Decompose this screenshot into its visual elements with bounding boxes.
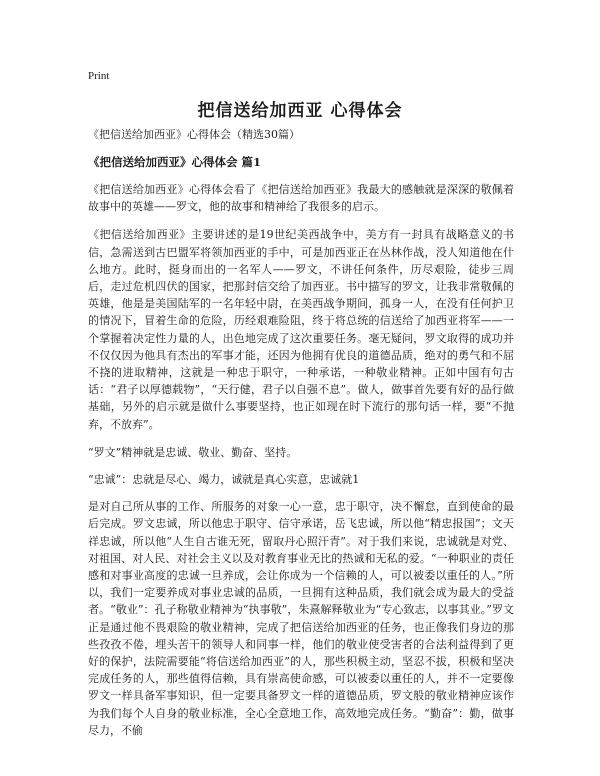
paragraph-story: 《把信送给加西亚》主要讲述的是19世纪美西战争中，美方有一封具有战略意义的书信，急需送到古巴盟军将领加西亚的手中，可是加西亚正在丛林作战，没人知道他在什么地方。此时，挺身而出的一名军人——罗文，不讲任何条件，历尽艰险，徒步三周后，走过危机四伏的国家，把那封信交给了加西亚。书中描写的罗文，让我非常敬佩的英雄，他是是美国陆军的一名年轻中尉，在美西战争期间，孤身一人，在没有任何护卫的情况下，冒着生命的危险，历经艰难险阻，终于将总统的信送给了加西亚将军——一个掌握着决定性力量的人，出色地完成了这次重要任务。毫无疑问，罗文取得的成功并不仅仅因为他具有杰出的军事才能，还因为他拥有优良的道德品质，绝对的勇气和不屈不挠的进取精神，这就是一种忠于职守，一种承诺，一种敬业精神。正如中国有句古话：“君子以厚德载物”，“天行健，君子以自强不息”。做人，做事首先要有好的品行做基础，另外的启示就是做什么事要坚持，也正如现在时下流行的那句话一样，要“不抛弃，不放弃”。 bbox=[88, 228, 514, 431]
section-heading: 《把信送给加西亚》心得体会 篇1 bbox=[88, 155, 262, 169]
paragraph-loyalty: “忠诚”：忠就是尽心、竭力，诚就是真心实意，忠诚就1 bbox=[88, 473, 360, 487]
paragraph-loyalty-detail: 是对自己所从事的工作、所服务的对象一心一意，忠于职守，决不懈怠，直到使命的最后完成。罗文忠诚，所以他忠于职守、信守承诺，岳飞忠诚，所以他“精忠报国”；文天祥忠诚，所以他“人生自古谁无死，留取丹心照汗青”。对于我们来说，忠诚就是对党、对祖国、对人民、对社会主义以及对教育事业无比的热诚和无私的爱。“一种职业的责任感和对事业高度的忠诚一旦养成，会让你成为一个信赖的人，可以被委以重任的人。”所以，我们一定要养成对事业忠诚的品质，一旦拥有这种品质，我们就会成为最大的受益者。“敬业”：孔子称敬业精神为“执事敬”，朱熹解释敬业为“专心致志，以事其业。”罗文正是通过他不畏艰险的敬业精神，完成了把信送给加西亚的任务，也正像我们身边的那些孜孜不倦，埋头苦干的领导人和同事一样，他们的敬业使受害者的合法利益得到了更好的保护，法院需要能“将信送给加西亚”的人，那些积极主动，坚忍不拔，积极和坚决完成任务的人，那些值得信赖，具有崇高使命感，可以被委以重任的人，并不一定要像罗文一样具备军事知识，但一定要具备罗文一样的道德品质，罗文般的敬业精神应该作为我们每个人自身的敬业标准，全心全意地工作，高效地完成任务。“勤奋”：勤，做事尽力，不偷 bbox=[88, 500, 514, 737]
page-title: 把信送给加西亚 心得体会 bbox=[197, 101, 403, 121]
print-link[interactable]: Print bbox=[88, 70, 110, 82]
paragraph-intro: 《把信送给加西亚》心得体会看了《把信送给加西亚》我最大的感触就是深深的敬佩着故事中的英雄——罗文，他的故事和精神给了我很多的启示。 bbox=[88, 183, 514, 214]
paragraph-spirit: “罗文”精神就是忠诚、敬业、勤奋、坚持。 bbox=[88, 445, 298, 459]
document-subtitle: 《把信送给加西亚》心得体会（精选30篇） bbox=[88, 128, 300, 141]
document-body bbox=[88, 128, 514, 750]
